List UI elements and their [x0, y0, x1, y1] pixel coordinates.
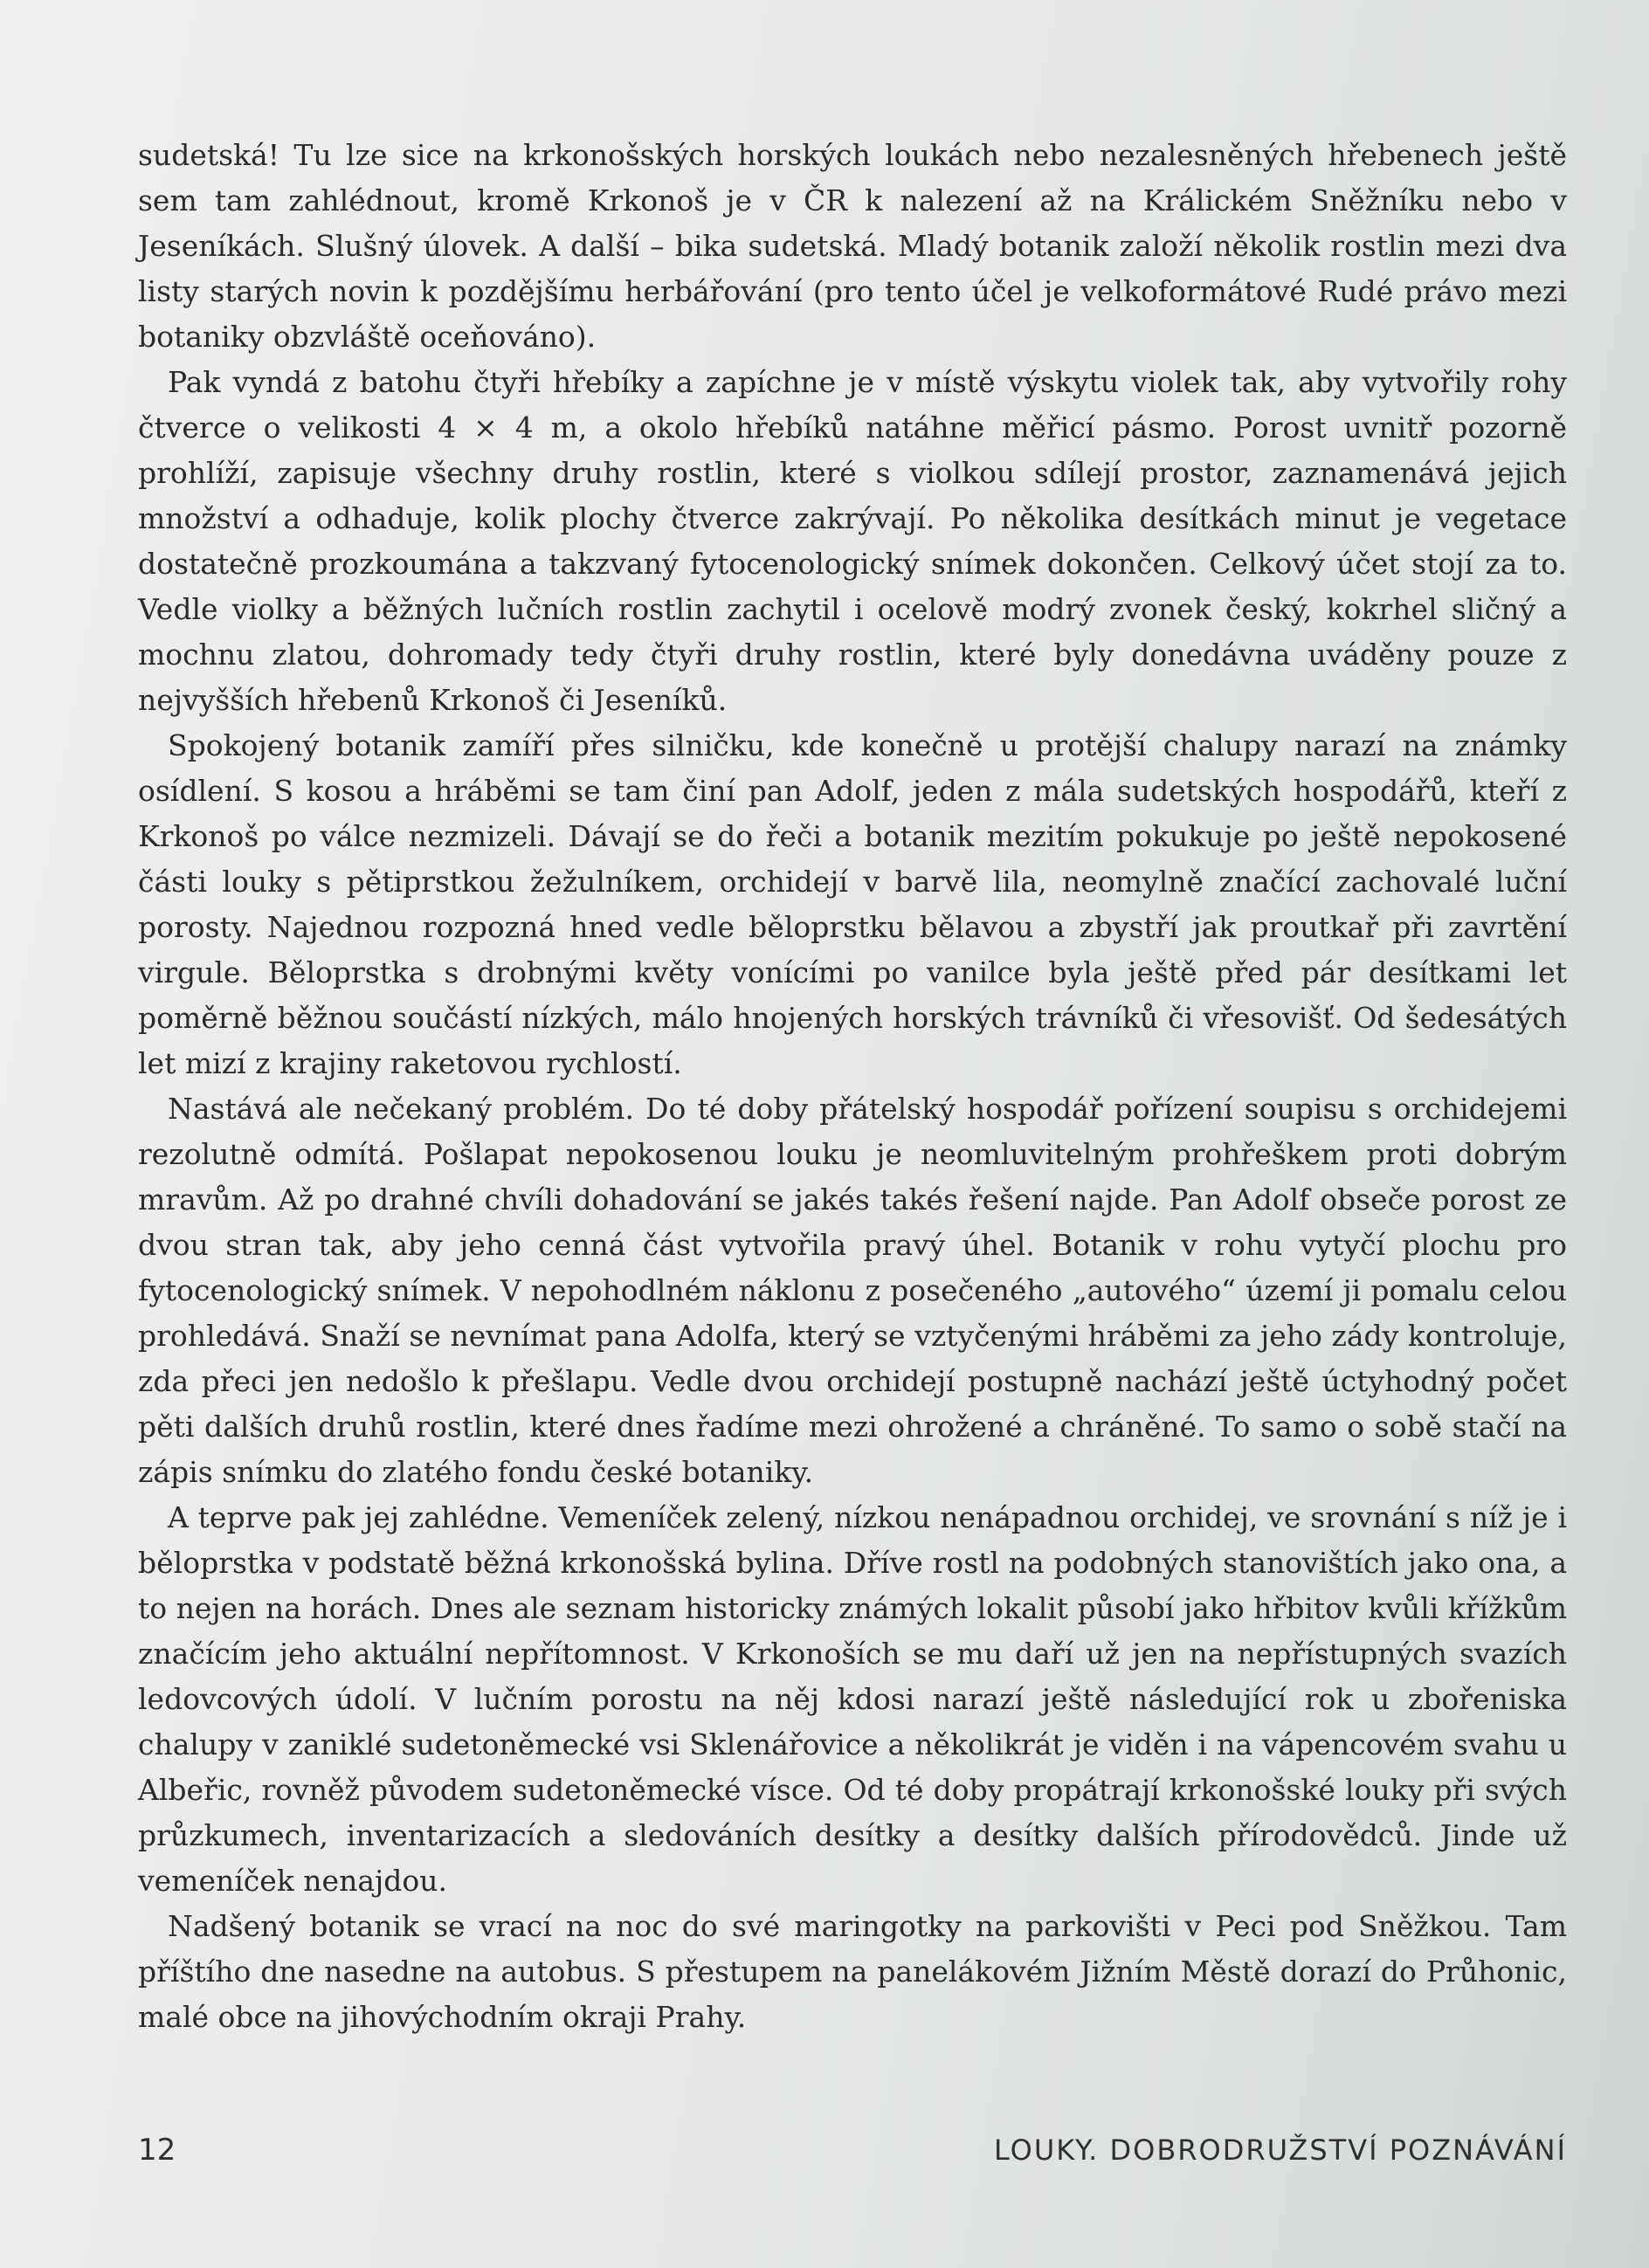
paragraph: Pak vyndá z batohu čtyři hřebíky a zapíchne je v místě výskytu violek tak, aby vytvořily rohy čtverce o velikosti 4 × 4 m, a okolo hřebíků natáhne měřicí pásmo. Porost uvnitř pozorně prohlíží, zapisuje všechny druhy rostlin, které s violkou sdílejí prostor, zaznamenává jejich množství a odhaduje, kolik plochy čtverce zakrývají. Po několika desítkách minut je vegetace dostatečně prozkoumána a takzvaný fytocenologický snímek dokončen. Celkový účet stojí za to. Vedle violky a běžných lučních rostlin zachytil i ocelově modrý zvonek český, kokrhel sličný a mochnu zlatou, dohromady tedy čtyři druhy rostlin, které byly donedávna uváděny pouze z nejvyšších hřebenů Krkonoš či Jeseníků.: [138, 365, 1567, 717]
paragraph: Nastává ale nečekaný problém. Do té doby přátelský hospodář pořízení soupisu s orchidejemi rezolutně odmítá. Pošlapat nepokosenou louku je neomluvitelným prohřeškem proti dobrým mravům. Až po drahné chvíli dohadování se jakés takés řešení najde. Pan Adolf obseče porost ze dvou stran tak, aby jeho cenná část vytvořila pravý úhel. Botanik v rohu vytyčí plochu pro fytocenologický snímek. V nepohodlném náklonu z posečeného „autového“ území ji pomalu celou prohledává. Snaží se nevnímat pana Adolfa, který se vztyčenými hráběmi za jeho zády kontroluje, zda přeci jen nedošlo k přešlapu. Vedle dvou orchidejí postupně nachází ještě úctyhodný počet pěti dalších druhů rostlin, které dnes řadíme mezi ohrožené a chráněné. To samo o sobě stačí na zápis snímku do zlatého fondu české botaniky.: [138, 1092, 1567, 1489]
paragraph: sudetská! Tu lze sice na krkonošských horských loukách nebo nezalesněných hřebenech ještě sem tam zahlédnout, kromě Krkonoš je v ČR k nalezení až na Králickém Sněžníku nebo v Jeseníkách. Slušný úlovek. A další – bika sudetská. Mladý botanik založí několik rostlin mezi dva listy starých novin k pozdějšímu herbářování (pro tento účel je velkoformátové Rudé právo mezi botaniky obzvláště oceňováno).: [138, 138, 1567, 354]
running-head: LOUKY. DOBRODRUŽSTVÍ POZNÁVÁNÍ: [993, 2134, 1567, 2167]
page-footer: [138, 2129, 1567, 2171]
paragraph: Spokojený botanik zamíří přes silničku, kde konečně u protější chalupy narazí na známky osídlení. S kosou a hráběmi se tam činí pan Adolf, jeden z mála sudetských hospodářů, kteří z Krkonoš po válce nezmizeli. Dávají se do řeči a botanik mezitím pokukuje po ještě nepokosené části louky s pětiprstkou žežulníkem, orchidejí v barvě lila, neomylně značící zachovalé luční porosty. Najednou rozpozná hned vedle běloprstku bělavou a zbystří jak proutkař při zavrtění virgule. Běloprstka s drobnými květy vonícími po vanilce byla ještě před pár desítkami let poměrně běžnou součástí nízkých, málo hnojených horských trávníků či vřesovišť. Od šedesátých let mizí z krajiny raketovou rychlostí.: [138, 728, 1567, 1080]
paragraph: Nadšený botanik se vrací na noc do své maringotky na parkovišti v Peci pod Sněžkou. Tam příštího dne nasedne na autobus. S přestupem na panelákovém Jižním Městě dorazí do Průhonic, malé obce na jihovýchodním okraji Prahy.: [138, 1909, 1567, 2034]
body-text: [138, 133, 1567, 2040]
paragraph: A teprve pak jej zahlédne. Vemeníček zelený, nízkou nenápadnou orchidej, ve srovnání s níž je i běloprstka v podstatě běžná krkonošská bylina. Dříve rostl na podobných stanovištích jako ona, a to nejen na horách. Dnes ale seznam historicky známých lokalit působí jako hřbitov kvůli křížkům značícím jeho aktuální nepřítomnost. V Krkonoších se mu daří už jen na nepřístupných svazích ledovcových údolí. V lučním porostu na něj kdosi narazí ještě následující rok u zbořeniska chalupy v zaniklé sudetoněmecké vsi Sklenářovice a několikrát je viděn i na vápencovém svahu u Albeřic, rovněž původem sudetoněmecké vísce. Od té doby propátrají krkonošské louky při svých průzkumech, inventarizacích a sledováních desítky a desítky dalších přírodovědců. Jinde už vemeníček nenajdou.: [138, 1500, 1567, 1898]
page-number: 12: [138, 2133, 176, 2168]
